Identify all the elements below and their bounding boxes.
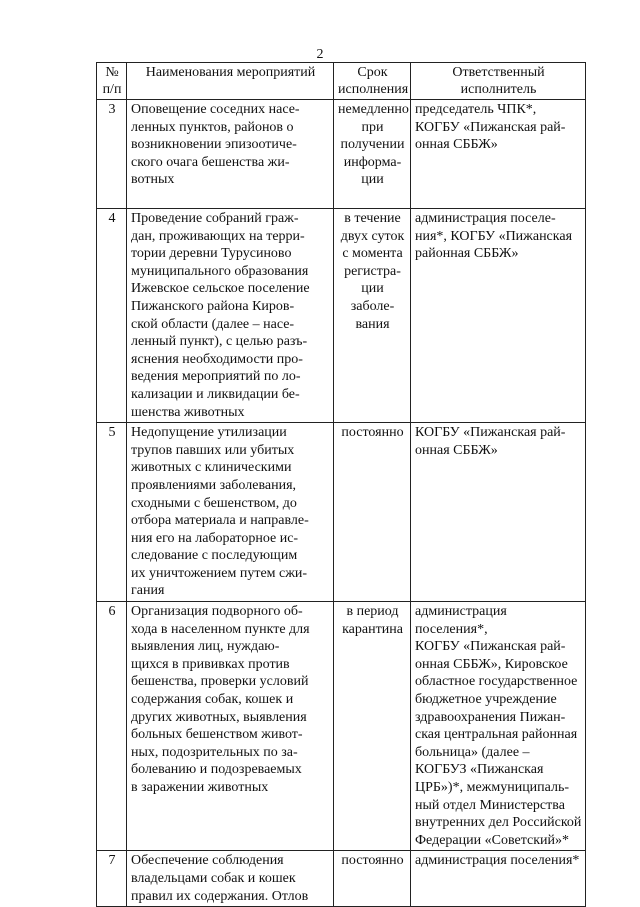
measure-responsible: председатель ЧПК*, КОГБУ «Пижанская рай- онная СББЖ» [411, 100, 586, 209]
table-row [97, 423, 586, 602]
table-header-row [97, 63, 586, 100]
measure-term: немедленно при получении информа- ции [334, 100, 411, 209]
row-number: 5 [97, 423, 127, 602]
measure-term: в течение двух суток с момента регистра- ции заболе- вания [334, 209, 411, 423]
measure-term: постоянно [334, 423, 411, 602]
page-number: 2 [316, 47, 324, 62]
measure-name: Недопущение утилизации трупов павших или убитых животных с клиническими проявлениями заболевания, сходными с бешенством, до отбора материала и направле- ния его на лабораторное ис- следование с последующим их уничтожением путем сжи- гания [127, 423, 334, 602]
row-number: 3 [97, 100, 127, 209]
header-measure-name: Наименования мероприятий [127, 63, 334, 100]
measure-responsible: администрация поселения*, КОГБУ «Пижанская рай- онная СББЖ», Кировское областное государственное бюджетное учреждение здравоохранения Пижан- ская центральная районная больница» (далее – КОГБУЗ «Пижанская ЦРБ»)*, межмуниципаль- ный отдел Министерства внутренних дел Российской Федерации «Советский»* [411, 602, 586, 851]
measures-table [96, 62, 586, 907]
row-number: 7 [97, 851, 127, 907]
table-row [97, 851, 586, 907]
row-number: 4 [97, 209, 127, 423]
measure-name: Оповещение соседних насе- ленных пунктов, районов о возникновении эпизоотиче- ского очага бешенства жи- вотных [127, 100, 334, 209]
header-term: Срок исполнения [334, 63, 411, 100]
measure-name: Обеспечение соблюдения владельцами собак и кошек правил их содержания. Отлов [127, 851, 334, 907]
measure-responsible: администрация поселения* [411, 851, 586, 907]
table-row [97, 209, 586, 423]
measure-name: Организация подворного об- хода в населенном пункте для выявления лиц, нуждаю- щихся в прививках против бешенства, проверки условий содержания собак, кошек и других животных, выявления больных бешенством живот- ных, подозрительных по за- болеванию и подозреваемых в заражении животных [127, 602, 334, 851]
measure-term: постоянно [334, 851, 411, 907]
table-row [97, 100, 586, 209]
header-number: № п/п [97, 63, 127, 100]
row-number: 6 [97, 602, 127, 851]
measure-responsible: администрация поселе- ния*, КОГБУ «Пижанская районная СББЖ» [411, 209, 586, 423]
measure-responsible: КОГБУ «Пижанская рай- онная СББЖ» [411, 423, 586, 602]
header-responsible: Ответственный исполнитель [411, 63, 586, 100]
table-row [97, 602, 586, 851]
measure-name: Проведение собраний граж- дан, проживающих на терри- тории деревни Турусиново муниципального образования Ижевское сельское поселение Пижанского района Киров- ской области (далее – насе- ленный пункт), с целью разъ- яснения необходимости про- ведения мероприятий по ло- кализации и ликвидации бе- шенства животных [127, 209, 334, 423]
measure-term: в период карантина [334, 602, 411, 851]
